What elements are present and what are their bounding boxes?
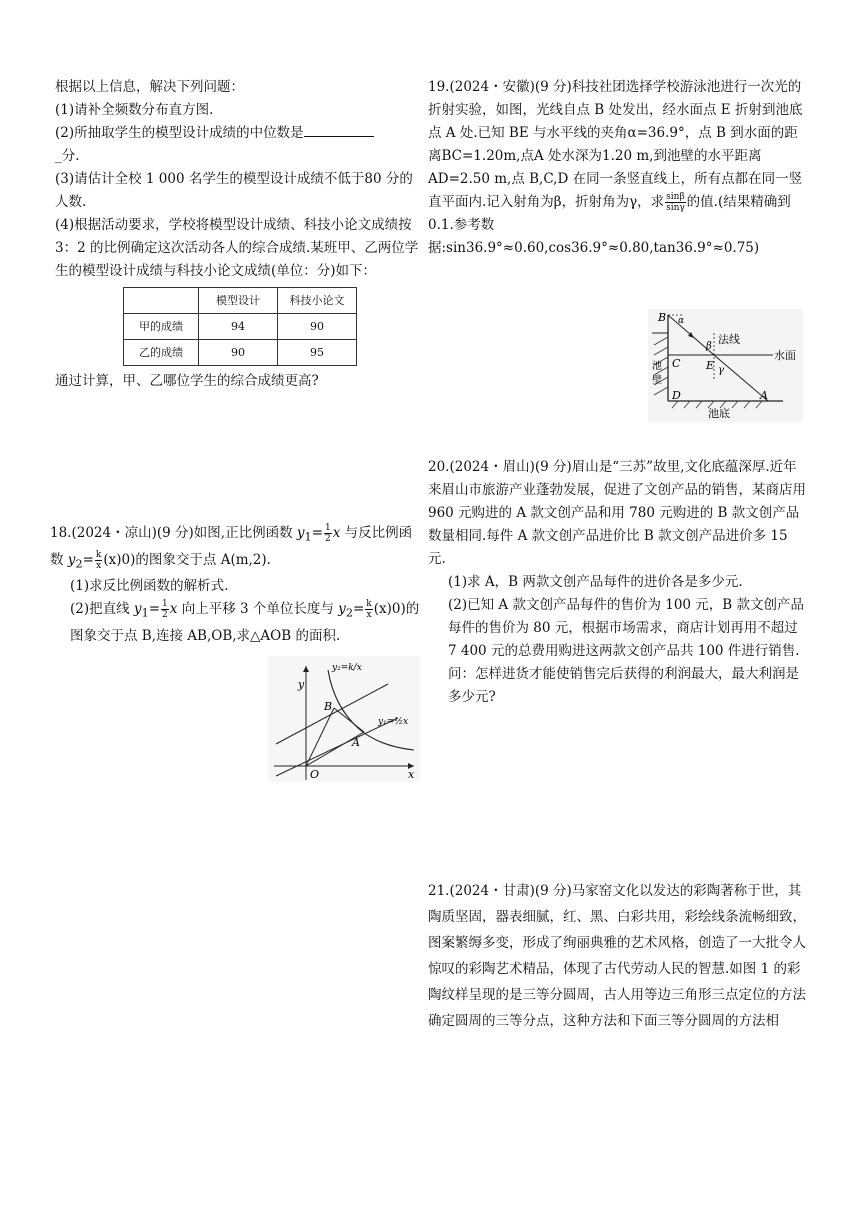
table-header bbox=[124, 288, 199, 314]
q20-part1: (1)求 A，B 两款文创产品每件的进价各是多少元. bbox=[448, 574, 743, 590]
q18-part1: (1)求反比例函数的解析式. bbox=[70, 578, 229, 595]
gamma-label: γ bbox=[718, 365, 724, 376]
normal-line-label: 法线 bbox=[718, 333, 740, 346]
q17-part4: (4)根据活动要求，学校将模型设计成绩、科技小论文成绩按 3：2 的比例确定这次活动各人的综合成绩.某班甲、乙两位学生的模型设计成绩与科技小论文成绩(单位：分)如下： bbox=[55, 217, 419, 279]
q17-intro: 根据以上信息，解决下列问题： bbox=[55, 79, 244, 95]
point-a-label: A bbox=[352, 736, 360, 749]
origin-label: O bbox=[310, 768, 320, 781]
q18-stem: 18.(2024・凉山)(9 分)如图,正比例函数 $y_1=$ $\frac{1}{2}$ x 与反比例函数 $y_2=$ $\frac{k}{x}$ (x)0)的图象交于点 A(m,2). bbox=[50, 523, 413, 571]
q21-stem: 21.(2024・甘肃)(9 分)马家窑文化以发达的彩陶著称于世，其陶质坚固，器表细腻，红、黑、白彩共用，彩绘线条流畅细致，图案繁缛多变，形成了绚丽典雅的艺术风格，创造了一大批令人惊叹的彩陶艺术精品，体现了古代劳动人民的智慧.如图 1 的彩陶纹样呈现的是三等分圆周，古人用等边三角形三点定位的方法确定圆周的三等分点，这种方法和下面三等分圆周的方法相 bbox=[428, 883, 806, 1029]
fraction-k-over-x: $\frac{k}{x}$ bbox=[95, 549, 102, 571]
table-row bbox=[124, 314, 357, 340]
q17-part2: (2)所抽取学生的模型设计成绩的中位数是 bbox=[55, 122, 423, 145]
fraction-sin-ratio: $\frac{\sin\beta}{\sin\gamma}$ bbox=[666, 192, 685, 213]
table-cell: 乙的成绩 bbox=[124, 340, 199, 366]
q18-function-graph bbox=[268, 656, 420, 782]
point-a-label: A bbox=[760, 389, 768, 402]
question-20 bbox=[428, 456, 806, 709]
fraction-half: $\frac{1}{2}$ bbox=[325, 523, 331, 544]
question-18 bbox=[50, 522, 422, 648]
q17-part3: (3)请估计全校 1 000 名学生的模型设计成绩不低于80 分的人数. bbox=[55, 171, 413, 210]
point-c-label: C bbox=[672, 357, 681, 370]
table-cell: 90 bbox=[278, 314, 357, 340]
alpha-label: α bbox=[678, 316, 685, 326]
q17-part2-tail: _分. bbox=[55, 148, 80, 164]
pool-wall-label-1: 池 bbox=[652, 361, 662, 372]
q18-part2: (2)把直线 $y_1=$ $\frac{1}{2}$ x 向上平移 3 个单位长度与 $y_2=$ $\frac{k}{x}$ (x)0)的图象交于点 B,连接 AB,OB,求△AOB 的面积. bbox=[70, 599, 420, 645]
q19-refraction-diagram bbox=[648, 309, 803, 422]
curve-y2-label: y₂=k/x bbox=[332, 663, 362, 673]
point-d-label: D bbox=[672, 389, 681, 402]
point-b-label: B bbox=[324, 700, 333, 713]
question-19 bbox=[428, 76, 806, 260]
pool-wall-label-2: 壁 bbox=[652, 375, 662, 386]
table-cell: 90 bbox=[199, 340, 278, 366]
scores-table bbox=[123, 287, 357, 366]
q17-question: 通过计算，甲、乙哪位学生的综合成绩更高? bbox=[55, 373, 319, 389]
question-17-continued bbox=[55, 76, 423, 393]
table-header: 模型设计 bbox=[199, 288, 278, 314]
table-header-row bbox=[124, 288, 357, 314]
table-cell: 甲的成绩 bbox=[124, 314, 199, 340]
table-cell: 94 bbox=[199, 314, 278, 340]
q20-part2: (2)已知 A 款文创产品每件的售价为 100 元，B 款文创产品每件的售价为 80 元，根据市场需求，商店计划再用不超过 7 400 元的总费用购进这两款文创产品共 100 件进行销售.问：怎样进货才能使销售完后获得的利润最大，最大利润是多少元? bbox=[448, 597, 805, 705]
beta-label: β bbox=[706, 341, 712, 352]
q17-part1: (1)请补全频数分布直方图. bbox=[55, 102, 214, 118]
table-row bbox=[124, 340, 357, 366]
pool-bottom-label: 池底 bbox=[708, 407, 730, 420]
table-cell: 95 bbox=[278, 340, 357, 366]
question-21 bbox=[428, 878, 806, 1034]
water-surface-label: 水面 bbox=[774, 349, 796, 362]
q19-stem: 19.(2024・安徽)(9 分)科技社团选择学校游泳池进行一次光的折射实验，如图，光线自点 B 处发出，经水面点 E 折射到池底点 A 处.已知 BE 与水平线的夹角α=36.9°，点 B 到水面的距离BC=1.20m,点A 处水深为1.20 m,到池壁的水平距离 AD=2.50 m,点 B,C,D 在同一条竖直线上，所有点都在同一竖直平面内.记入射角为β，折射角为γ，求 $\frac{\sin\beta}{\sin\gamma}$ 的值.(结果精确到 0.1.参考数据:sin36.9°≈0.60,cos36.9°≈0.80,tan36.9°≈0.75) bbox=[428, 79, 803, 256]
x-axis-label: x bbox=[408, 768, 415, 781]
y-axis-label: y bbox=[298, 678, 305, 691]
point-b-label: B bbox=[658, 311, 667, 324]
line-y1-label: y₁=½x bbox=[378, 717, 409, 727]
q20-stem: 20.(2024・眉山)(9 分)眉山是“三苏”故里,文化底蕴深厚.近年来眉山市旅游产业蓬勃发展，促进了文创产品的销售，某商店用 960 元购进的 A 款文创产品和用 780 元购进的 B 款文创产品数量相同.每件 A 款文创产品进价比 B 款文创产品进价多 15 元. bbox=[428, 459, 806, 567]
point-e-label: E bbox=[706, 359, 715, 372]
table-header: 科技小论文 bbox=[278, 288, 357, 314]
answer-blank bbox=[304, 122, 374, 137]
